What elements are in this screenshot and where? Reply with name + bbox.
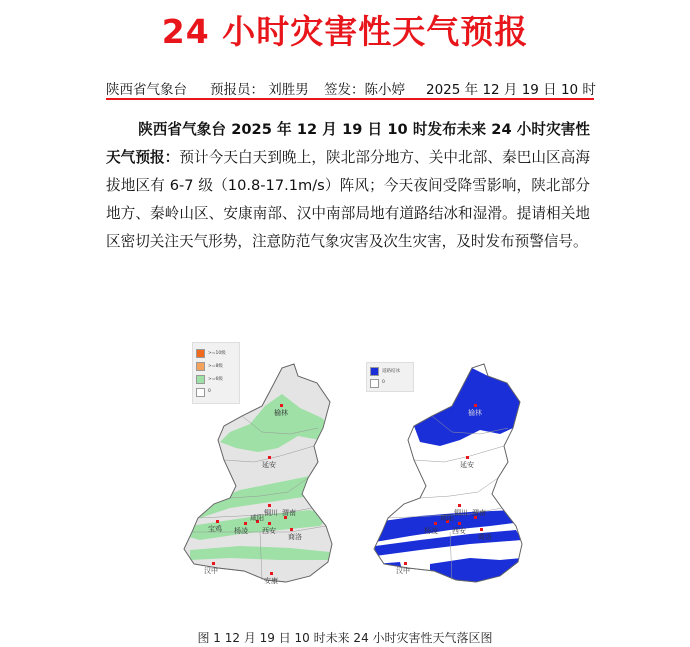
ice-city-label: 咸阳 <box>440 514 454 522</box>
legend-label: 道路结冰 <box>382 369 400 374</box>
ice-city-label: 延安 <box>460 461 474 469</box>
legend-label: 0 <box>382 380 385 385</box>
wind-legend-item <box>196 362 236 371</box>
wind-legend-item <box>196 375 236 384</box>
figure-caption: 图 1 12 月 19 日 10 时未来 24 小时灾害性天气落区图 <box>197 631 493 645</box>
wind-city-label: 汉中 <box>204 567 218 575</box>
issue-datetime: 2025 年 12 月 19 日 10 时 <box>426 82 596 98</box>
ice-city-label: 汉中 <box>396 567 410 575</box>
forecast-paragraph <box>106 116 590 256</box>
legend-swatch <box>196 362 205 371</box>
wind-city-label: 渭南 <box>282 509 296 517</box>
wind-city-label: 延安 <box>262 461 276 469</box>
forecaster-name: 预报员： 刘胜男 <box>210 82 309 98</box>
legend-label: >=10级 <box>208 351 226 356</box>
wind-city-label: 咸阳 <box>250 514 264 522</box>
ice-city-label: 杨凌 <box>424 527 438 535</box>
legend-swatch <box>196 388 205 397</box>
wind-legend <box>192 342 240 404</box>
wind-city-label: 铜川 <box>264 509 278 517</box>
agency-name: 陕西省气象台 <box>106 82 187 98</box>
wind-city-label: 安康 <box>264 577 278 585</box>
wind-legend-item <box>196 349 236 358</box>
forecast-maps <box>170 336 540 594</box>
legend-label: 0 <box>208 389 211 394</box>
ice-legend-item <box>370 379 410 388</box>
ice-city-label: 铜川 <box>454 509 468 517</box>
legend-swatch <box>196 375 205 384</box>
legend-swatch <box>370 379 379 388</box>
legend-label: >=8级 <box>208 364 223 369</box>
ice-city-label: 商洛 <box>478 533 492 541</box>
ice-map <box>374 364 522 586</box>
meta-line <box>106 78 594 100</box>
issuer-name: 签发：陈小婷 <box>324 82 405 98</box>
ice-legend <box>366 362 414 392</box>
wind-city-label: 宝鸡 <box>208 525 222 533</box>
paragraph-lead: 陕西省气象台 2025 年 12 月 19 日 10 时发布未来 24 小时灾害性天气预报： <box>106 121 590 166</box>
wind-city-label: 商洛 <box>288 533 302 541</box>
ice-city-label: 西安 <box>452 527 466 535</box>
wind-city-label: 西安 <box>262 527 276 535</box>
ice-legend-item <box>370 367 410 376</box>
header-rule <box>106 98 594 100</box>
ice-city-label: 榆林 <box>468 409 482 417</box>
paragraph-body: 预计今天白天到晚上，陕北部分地方、关中北部、秦巴山区高海拔地区有 6-7 级（10.8-17.1m/s）阵风；今天夜间受降雪影响，陕北部分地方、秦岭山区、安康南部、汉中南部局地有道路结冰和湿滑。提请相关地区密切关注天气形势，注意防范气象灾害及次生灾害，及时发布预警信号。 <box>106 149 590 250</box>
legend-swatch <box>370 367 379 376</box>
wind-city-label: 杨凌 <box>234 527 248 535</box>
legend-swatch <box>196 349 205 358</box>
wind-city-label: 榆林 <box>274 409 288 417</box>
forecast-title: 24 小时灾害性天气预报 <box>161 12 529 51</box>
legend-label: >=6级 <box>208 377 223 382</box>
ice-city-label: 渭南 <box>472 509 486 517</box>
wind-legend-item <box>196 388 236 397</box>
